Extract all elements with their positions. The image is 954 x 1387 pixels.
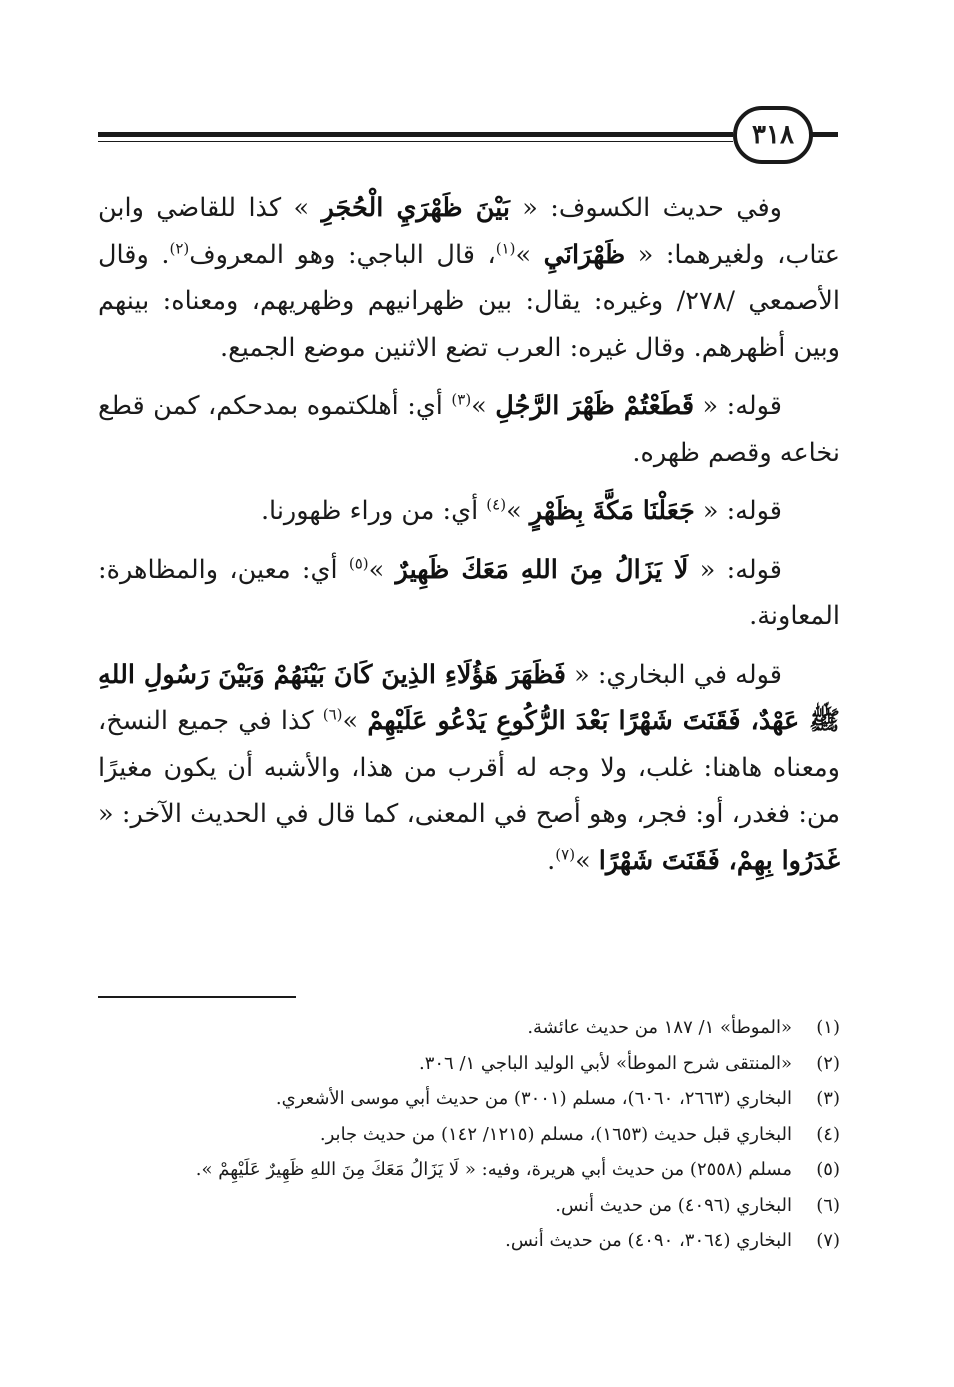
footnote-text: مسلم (٢٥٥٨) من حديث أبي هريرة، وفيه: « لَا يَزَالُ مَعَكَ مِنَ اللهِ ظَهِيرٌ عَلَيْهِمْ ». (195, 1159, 792, 1180)
text-segment: قوله: « (688, 554, 782, 585)
header-rule (98, 132, 733, 137)
footnote-ref: (٥) (348, 554, 369, 572)
text-segment: . (547, 845, 556, 876)
text-segment: » كذا للقاضي وابن عتاب، ولغيرهما: « (98, 193, 840, 270)
hadith-quote: جَعَلْنَا مَكَّةَ بِظَهْرٍ (529, 496, 695, 526)
header-rule-thin (98, 141, 733, 142)
text-segment: . وقال الأصمعي /٢٧٨/ وغيره: يقال: بين ظهرانيهم وظهريهم، ومعناه: بينهم وبين أظهرهم. وقال غيره: العرب تضع الاثنين موضع الجميع. (98, 239, 840, 363)
footnote-number: (٣) (816, 1088, 840, 1109)
paragraph (98, 488, 840, 535)
footnote-number: (٥) (816, 1159, 840, 1180)
header-rule-end (810, 132, 838, 137)
footnote (98, 1117, 840, 1153)
footnote-separator (98, 996, 296, 998)
footnote-text: البخاري (٤٠٩٦) من حديث أنس. (555, 1194, 792, 1216)
footnote-ref: (٣) (451, 390, 472, 409)
text-segment: أي: معين، والمظاهرة: المعاونة. (98, 554, 840, 631)
footnote (98, 1081, 840, 1117)
text-segment: » (575, 845, 599, 876)
footnote-text: «المنتقى شرح الموطأ» لأبي الوليد الباجي ١/ ٣٠٦. (418, 1052, 792, 1074)
text-segment: قوله في البخاري: « (565, 659, 782, 690)
page-number: ٣١٨ (733, 106, 813, 164)
footnote-ref: (٦) (322, 705, 343, 724)
text-segment: » (342, 706, 368, 736)
main-text (98, 185, 840, 896)
text-segment: كذا في جميع النسخ، ومعناه هاهنا: غلب، ولا وجه له أقرب من هذا، والأشبه أن يكون مغيرًا من: فغدر، أو: فجر، وهو أصح في المعنى، كما قال في الحديث الآخر: « (98, 706, 840, 829)
text-segment: » (506, 496, 530, 526)
text-segment: وفي حديث الكسوف: « (509, 193, 782, 223)
footnote-number: (٢) (816, 1052, 840, 1074)
hadith-quote: فَظَهَرَ هَؤُلَاءِ الذِينَ كَانَ بَيْنَهُمْ وَبَيْنَ رَسُولِ اللهِ ﷺ عَهْدٌ، فَقَنَتَ شَهْرًا بَعْدَ الرُّكُوعِ يَدْعُو عَلَيْهِمْ (98, 659, 840, 736)
text-segment: ، قال الباجي: وهو المعروف (189, 239, 496, 270)
hadith-quote: بَيْنَ ظَهْرَيِ الْحُجَرِ (321, 193, 510, 223)
footnote-text: البخاري قبل حديث (١٦٥٣)، مسلم (١٢١٥/ ١٤٢) من حديث جابر. (319, 1123, 792, 1145)
footnote-ref: (١) (495, 239, 516, 257)
paragraph (98, 547, 840, 640)
footnotes (98, 1010, 840, 1259)
footnote (98, 1046, 840, 1082)
footnote (98, 1223, 840, 1259)
footnote (98, 1152, 840, 1188)
hadith-quote: قَطَعْتُمْ ظَهْرَ الرَّجُلِ (495, 391, 695, 421)
text-segment: أي: أهلكتموه بمدحكم، كمن قطع نخاعه وقصم ظهره. (98, 391, 840, 468)
page-header (98, 100, 838, 170)
footnote-number: (٧) (816, 1230, 840, 1251)
footnote-number: (٦) (816, 1194, 840, 1216)
hadith-quote: غَدَرُوا بِهِمْ، فَقَنَتَ شَهْرًا (598, 845, 840, 876)
footnote-text: البخاري (٣٠٦٤، ٤٠٩٠) من حديث أنس. (505, 1230, 792, 1251)
footnote-ref: (٧) (555, 845, 576, 863)
paragraph (98, 185, 840, 371)
footnote-text: البخاري (٢٦٦٣، ٦٠٦٠)، مسلم (٣٠٠١) من حديث أبي موسى الأشعري. (275, 1088, 792, 1109)
footnote-number: (١) (816, 1017, 840, 1038)
footnote (98, 1010, 840, 1046)
footnote-text: «الموطأ» ١/ ١٨٧ من حديث عائشة. (527, 1017, 792, 1038)
text-segment: » (368, 554, 396, 585)
footnote-number: (٤) (816, 1123, 840, 1145)
footnote-ref: (٤) (486, 495, 507, 514)
text-segment: أي: من وراء ظهورنا. (260, 496, 487, 526)
text-segment: قوله: « (694, 496, 782, 526)
paragraph (98, 383, 840, 476)
text-segment: » (471, 391, 496, 421)
text-segment: قوله: « (694, 391, 783, 421)
footnote-ref: (٢) (169, 239, 190, 257)
hadith-quote: لَا يَزَالُ مِنَ اللهِ مَعَكَ ظَهِيرٌ (395, 554, 689, 585)
text-segment: » (515, 239, 544, 270)
paragraph (98, 652, 840, 885)
hadith-quote: ظَهْرَانَيِ (543, 239, 626, 270)
footnote (98, 1188, 840, 1224)
